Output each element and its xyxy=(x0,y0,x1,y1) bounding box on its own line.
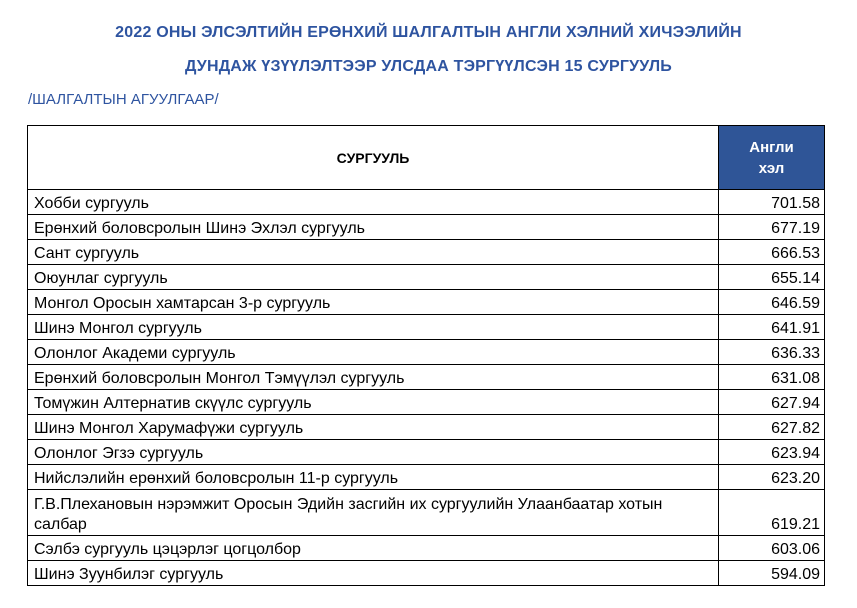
english-score-cell: 603.06 xyxy=(719,536,825,561)
table-row xyxy=(28,490,825,536)
table-row xyxy=(28,240,825,265)
english-score-cell: 646.59 xyxy=(719,290,825,315)
table-row xyxy=(28,265,825,290)
page-title-line-1: 2022 ОНЫ ЭЛСЭЛТИЙН ЕРӨНХИЙ ШАЛГАЛТЫН АНГЛИ ХЭЛНИЙ ХИЧЭЭЛИЙН xyxy=(115,24,742,41)
ranking-table xyxy=(27,125,825,586)
table-header-row xyxy=(28,126,825,190)
column-header-english xyxy=(719,126,825,190)
table-row xyxy=(28,440,825,465)
table-row xyxy=(28,415,825,440)
page-title-line-2: ДУНДАЖ ҮЗҮҮЛЭЛТЭЭР УЛСДАА ТЭРГҮҮЛСЭН 15 СУРГУУЛЬ xyxy=(185,58,672,75)
school-name-cell: Сант сургууль xyxy=(28,240,719,265)
english-score-cell: 701.58 xyxy=(719,190,825,215)
school-name-cell: Томүжин Алтернатив скүүлс сургууль xyxy=(28,390,719,415)
table-body xyxy=(28,190,825,586)
table-row xyxy=(28,190,825,215)
column-header-english-line1: Англи xyxy=(749,138,794,156)
column-header-school: СУРГУУЛЬ xyxy=(28,126,719,190)
column-header-english-line2: хэл xyxy=(758,159,785,177)
table-row xyxy=(28,315,825,340)
school-name-cell: Олонлог Эгзэ сургууль xyxy=(28,440,719,465)
school-name-cell: Оюунлаг сургууль xyxy=(28,265,719,290)
table-row xyxy=(28,215,825,240)
school-name-cell: Нийслэлийн ерөнхий боловсролын 11-р сургууль xyxy=(28,465,719,490)
english-score-cell: 594.09 xyxy=(719,561,825,586)
table-row xyxy=(28,561,825,586)
english-score-cell: 666.53 xyxy=(719,240,825,265)
school-name-cell: Г.В.Плехановын нэрэмжит Оросын Эдийн засгийн их сургуулийн Улаанбаатар хотын салбар xyxy=(28,490,719,536)
school-name-cell: Ерөнхий боловсролын Шинэ Эхлэл сургууль xyxy=(28,215,719,240)
school-name-cell: Шинэ Монгол сургууль xyxy=(28,315,719,340)
table-row xyxy=(28,465,825,490)
table-row xyxy=(28,390,825,415)
page-subtitle: /ШАЛГАЛТЫН АГУУЛГААР/ xyxy=(28,91,219,108)
table-row xyxy=(28,365,825,390)
table-row xyxy=(28,536,825,561)
english-score-cell: 627.82 xyxy=(719,415,825,440)
school-name-cell: Сэлбэ сургууль цэцэрлэг цогцолбор xyxy=(28,536,719,561)
english-score-cell: 636.33 xyxy=(719,340,825,365)
school-name-cell: Ерөнхий боловсролын Монгол Тэмүүлэл сургууль xyxy=(28,365,719,390)
english-score-cell: 631.08 xyxy=(719,365,825,390)
english-score-cell: 619.21 xyxy=(719,490,825,536)
school-name-cell: Шинэ Монгол Харумафүжи сургууль xyxy=(28,415,719,440)
table-row xyxy=(28,340,825,365)
english-score-cell: 623.20 xyxy=(719,465,825,490)
school-name-cell: Шинэ Зуунбилэг сургууль xyxy=(28,561,719,586)
school-name-cell: Монгол Оросын хамтарсан 3-р сургууль xyxy=(28,290,719,315)
school-name-cell: Олонлог Академи сургууль xyxy=(28,340,719,365)
table-row xyxy=(28,290,825,315)
school-name-cell: Хобби сургууль xyxy=(28,190,719,215)
english-score-cell: 627.94 xyxy=(719,390,825,415)
english-score-cell: 677.19 xyxy=(719,215,825,240)
english-score-cell: 641.91 xyxy=(719,315,825,340)
english-score-cell: 655.14 xyxy=(719,265,825,290)
english-score-cell: 623.94 xyxy=(719,440,825,465)
